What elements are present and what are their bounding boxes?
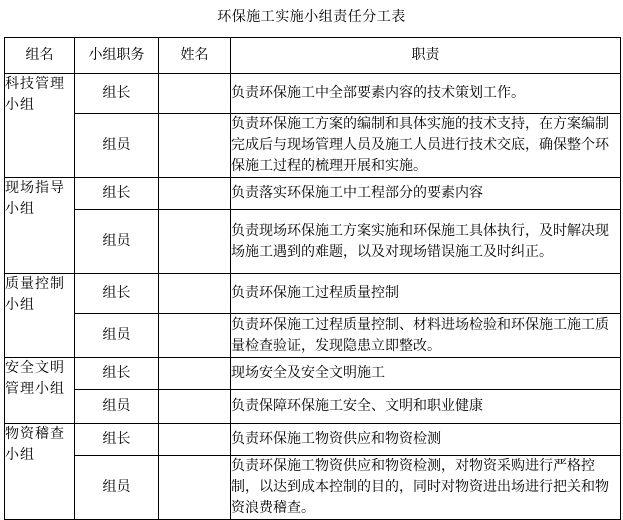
header-role: 小组职务 — [75, 38, 159, 74]
role-cell: 组员 — [75, 210, 159, 274]
document-title: 环保施工实施小组责任分工表 — [217, 9, 406, 25]
group-name: 质量控制小组 — [5, 274, 75, 358]
header-duty: 职责 — [231, 38, 621, 74]
duty-cell: 负责落实环保施工中工程部分的要素内容 — [231, 178, 621, 210]
table-row — [5, 74, 621, 114]
table-row — [5, 210, 621, 274]
duty-cell: 负责现场环保施工方案实施和环保施工具体执行，及时解决现场施工遇到的难题，以及对现场错误施工及时纠正。 — [231, 210, 621, 274]
group-name: 安全文明管理小组 — [5, 358, 75, 424]
role-cell: 组员 — [75, 314, 159, 358]
header-name: 姓名 — [159, 38, 231, 74]
table-row — [5, 390, 621, 424]
role-cell: 组长 — [75, 424, 159, 456]
header-row — [5, 38, 621, 74]
duty-cell: 负责环保施工中全部要素内容的技术策划工作。 — [231, 74, 621, 114]
person-cell — [159, 424, 231, 456]
duty-cell: 负责环保施工过程质量控制 — [231, 274, 621, 314]
header-group: 组名 — [5, 38, 75, 74]
person-cell — [159, 74, 231, 114]
role-cell: 组长 — [75, 74, 159, 114]
table-row — [5, 274, 621, 314]
person-cell — [159, 314, 231, 358]
duty-cell: 负责环保施工方案的编制和具体实施的技术支持，在方案编制完成后与现场管理人员及施工人员进行技术交底，确保整个环保施工过程的梳理开展和实施。 — [231, 114, 621, 178]
person-cell — [159, 210, 231, 274]
role-cell: 组长 — [75, 358, 159, 390]
person-cell — [159, 274, 231, 314]
person-cell — [159, 114, 231, 178]
table-row — [5, 456, 621, 520]
role-cell: 组员 — [75, 456, 159, 520]
duty-cell: 负责环保施工过程质量控制、材料进场检验和环保施工施工质量检查验证，发现隐患立即整改。 — [231, 314, 621, 358]
duty-cell: 现场安全及安全文明施工 — [231, 358, 621, 390]
person-cell — [159, 358, 231, 390]
role-cell: 组员 — [75, 114, 159, 178]
table-row — [5, 424, 621, 456]
group-name: 现场指导小组 — [5, 178, 75, 274]
table-row — [5, 114, 621, 178]
duty-cell: 负责保障环保施工安全、文明和职业健康 — [231, 390, 621, 424]
person-cell — [159, 390, 231, 424]
responsibility-table — [4, 37, 621, 520]
person-cell — [159, 456, 231, 520]
table-row — [5, 314, 621, 358]
duty-cell: 负责环保施工物资供应和物资检测 — [231, 424, 621, 456]
role-cell: 组员 — [75, 390, 159, 424]
duty-cell: 负责环保施工物资供应和物资检测，对物资采购进行严格控制，以达到成本控制的目的，同时对物资进出场进行把关和物资浪费稽查。 — [231, 456, 621, 520]
table-row — [5, 358, 621, 390]
role-cell: 组长 — [75, 178, 159, 210]
person-cell — [159, 178, 231, 210]
group-name: 物资稽查小组 — [5, 424, 75, 520]
group-name: 科技管理小组 — [5, 74, 75, 178]
table-row — [5, 178, 621, 210]
role-cell: 组长 — [75, 274, 159, 314]
